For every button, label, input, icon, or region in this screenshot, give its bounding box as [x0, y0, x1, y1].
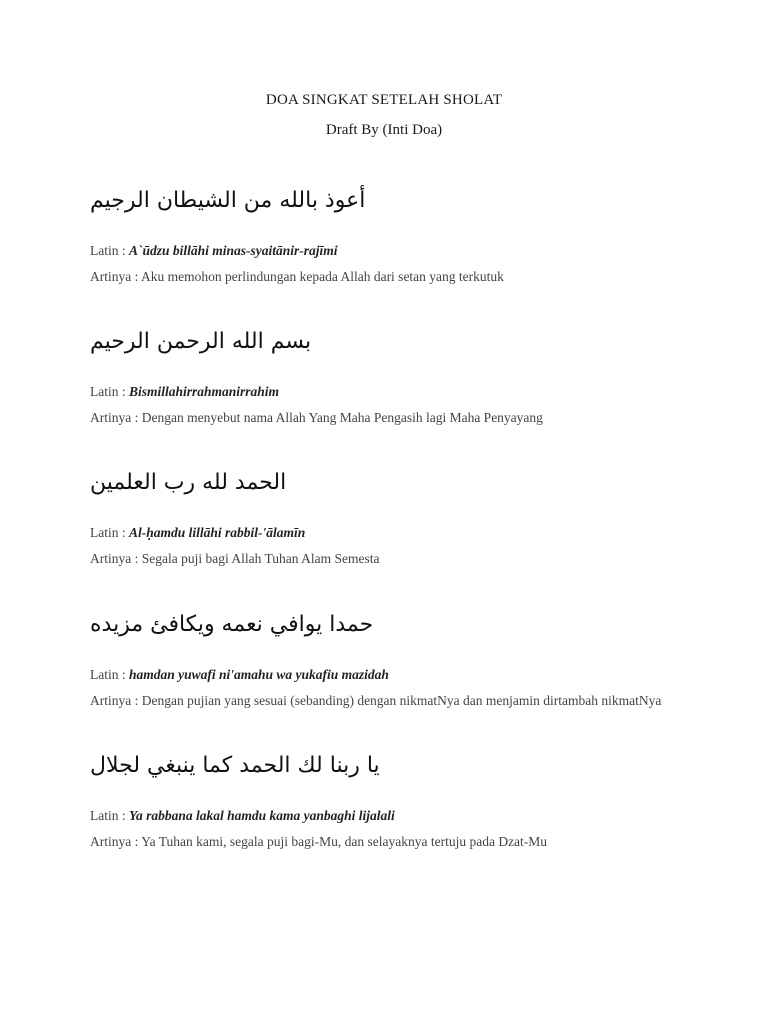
latin-label: Latin :	[90, 384, 129, 399]
arabic-text: حمدا يوافي نعمه ويكافئ مزيده	[90, 612, 374, 637]
latin-line	[90, 524, 730, 542]
meaning-label: Artinya :	[90, 551, 142, 566]
meaning-line	[90, 268, 730, 286]
latin-transliteration: A`ūdzu billāhi minas-syaitānir-rajīmi	[129, 243, 338, 258]
meaning-line	[90, 409, 730, 427]
meaning-text: Dengan pujian yang sesuai (sebanding) dengan nikmatNya dan menjamin dirtambah nikmatNya	[141, 693, 662, 708]
latin-line	[90, 242, 730, 260]
prayer-block	[90, 751, 730, 851]
latin-transliteration: hamdan yuwafi ni'amahu wa yukafiu mazidah	[129, 667, 389, 682]
meaning-line	[90, 692, 730, 710]
meaning-text: Aku memohon perlindungan kepada Allah dari setan yang terkutuk	[141, 269, 504, 284]
latin-line	[90, 666, 730, 684]
meaning-label: Artinya :	[90, 693, 142, 708]
prayer-block	[90, 327, 730, 427]
document-subtitle: Draft By (Inti Doa)	[325, 122, 443, 138]
document-title: DOA SINGKAT SETELAH SHOLAT	[265, 92, 503, 108]
arabic-text: أعوذ بالله من الشيطان الرجيم	[90, 188, 366, 213]
meaning-text: Dengan menyebut nama Allah Yang Maha Pengasih lagi Maha Penyayang	[141, 410, 543, 425]
meaning-label: Artinya :	[90, 410, 142, 425]
latin-line	[90, 383, 730, 401]
latin-transliteration: Al-ḥamdu lillāhi rabbil-'ālamīn	[129, 525, 306, 540]
latin-label: Latin :	[90, 525, 129, 540]
latin-label: Latin :	[90, 243, 129, 258]
latin-transliteration: Bismillahirrahmanirrahim	[129, 384, 280, 399]
arabic-text: بسم الله الرحمن الرحيم	[90, 329, 312, 354]
latin-label: Latin :	[90, 667, 129, 682]
arabic-text: الحمد لله رب العلمين	[90, 470, 287, 495]
arabic-text: يا ربنا لك الحمد كما ينبغي لجلال	[90, 753, 380, 778]
meaning-label: Artinya :	[90, 834, 142, 849]
meaning-line	[90, 833, 730, 851]
meaning-line	[90, 550, 730, 568]
latin-line	[90, 807, 730, 825]
meaning-label: Artinya :	[90, 269, 141, 284]
prayer-block	[90, 468, 730, 568]
prayer-block	[90, 186, 730, 286]
latin-transliteration: Ya rabbana lakal hamdu kama yanbaghi lijalali	[129, 808, 395, 823]
prayer-block	[90, 610, 730, 710]
meaning-text: Ya Tuhan kami, segala puji bagi-Mu, dan selayaknya tertuju pada Dzat-Mu	[141, 834, 548, 849]
meaning-text: Segala puji bagi Allah Tuhan Alam Semesta	[141, 551, 380, 566]
latin-label: Latin :	[90, 808, 129, 823]
